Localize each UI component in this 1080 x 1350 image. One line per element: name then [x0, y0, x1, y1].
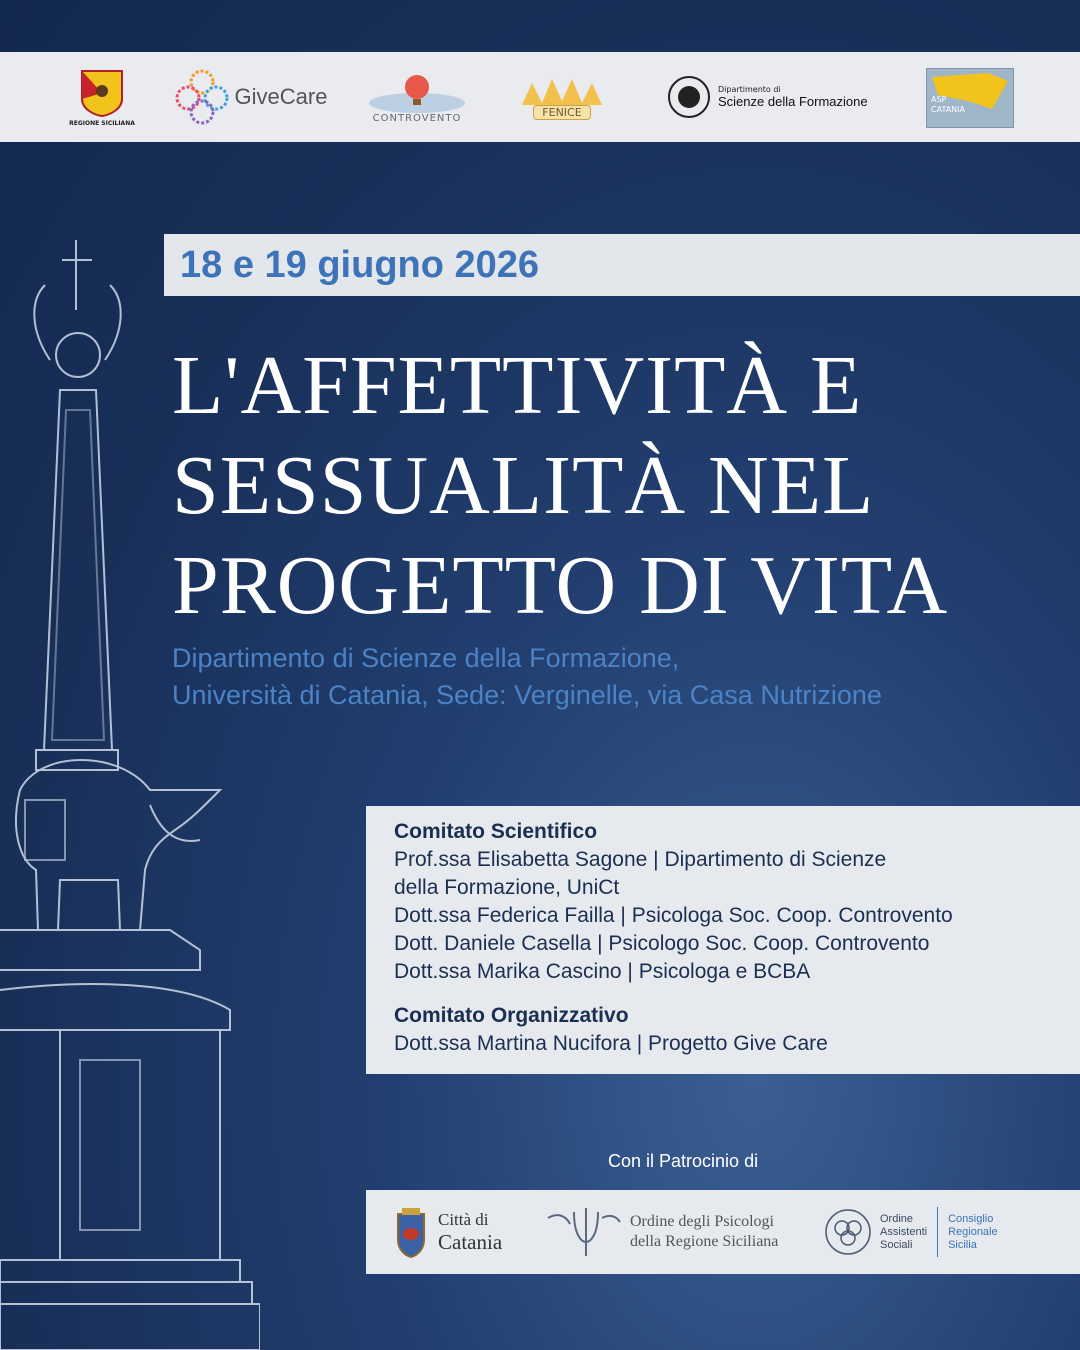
givecare-logo [170, 66, 330, 128]
organizing-committee-heading: Comitato Organizzativo [394, 1004, 629, 1027]
event-venue [172, 640, 1052, 714]
logo-divider [937, 1207, 938, 1257]
regione-siciliana-logo [66, 62, 138, 134]
asp-catania-label: ASP CATANIA [931, 95, 965, 114]
title-line: SESSUALITÀ NEL [172, 439, 875, 532]
committee-member-line: della Formazione, UniCt [394, 876, 620, 899]
hot-air-balloon-icon [367, 73, 467, 113]
university-seal-icon [666, 74, 712, 120]
committee-member-line: Dott.ssa Marika Cascino | Psicologa e BCBA [394, 960, 811, 983]
controvento-label: CONTROVENTO [372, 112, 462, 124]
catania-label-2: Catania [438, 1230, 503, 1254]
psicologi-label-2: della Regione Siciliana [630, 1233, 779, 1250]
scientific-committee-heading: Comitato Scientifico [394, 820, 598, 843]
assistenti-sociali-emblem-icon [824, 1208, 872, 1256]
trinacria-shield-icon [80, 69, 124, 117]
venue-line: Università di Catania, Sede: Verginelle, via Casa Nutrizione [172, 680, 882, 710]
consiglio-label-2: Regionale [948, 1225, 998, 1238]
ordine-assistenti-sociali-logo [824, 1202, 1064, 1262]
catania-crest-icon [394, 1206, 428, 1258]
consiglio-label-1: Consiglio [948, 1212, 994, 1225]
givecare-flower-icon [173, 68, 231, 126]
assistenti-label-2: Assistenti [880, 1225, 928, 1238]
consiglio-label-3: Sicilia [948, 1238, 977, 1251]
psi-symbol-icon [544, 1206, 622, 1258]
event-date-bar [164, 234, 1080, 296]
assistenti-label-1: Ordine [880, 1212, 914, 1225]
givecare-label: GiveCare [234, 84, 328, 109]
sun-rays-icon [512, 75, 612, 105]
committee-member-line: Prof.ssa Elisabetta Sagone | Dipartimento di Scienze [394, 848, 887, 871]
regione-siciliana-label: REGIONE SICILIANA [69, 120, 135, 127]
assistenti-label-3: Sociali [880, 1238, 913, 1251]
fenice-label: FENICE [533, 105, 590, 120]
venue-line: Dipartimento di Scienze della Formazione, [172, 643, 680, 673]
partner-logo-bar [0, 52, 1080, 142]
committee-member-line: Dott.ssa Federica Failla | Psicologa Soc. Coop. Controvento [394, 904, 953, 927]
committee-panel [366, 806, 1080, 1074]
controvento-logo [364, 66, 470, 130]
committee-member-line: Dott. Daniele Casella | Psicologo Soc. Coop. Controvento [394, 932, 930, 955]
psicologi-label-1: Ordine degli Psicologi [630, 1213, 774, 1230]
event-date: 18 e 19 giugno 2026 [180, 243, 540, 286]
title-line: L'AFFETTIVITÀ E [172, 339, 863, 432]
event-title [172, 336, 1072, 636]
citta-di-catania-logo [394, 1202, 534, 1262]
fenice-logo [508, 66, 616, 128]
patronage-label: Con il Patrocinio di [608, 1151, 759, 1171]
dipartimento-logo [666, 70, 886, 124]
patronage-logo-bar [366, 1190, 1080, 1274]
dipartimento-label: Scienze della Formazione [718, 94, 868, 109]
ordine-psicologi-logo [544, 1204, 806, 1260]
dipartimento-small-label: Dipartimento di [718, 85, 781, 94]
catania-label-1: Città di [438, 1210, 489, 1229]
committee-member-line: Dott.ssa Martina Nucifora | Progetto Give Care [394, 1032, 828, 1055]
asp-catania-logo [926, 68, 1014, 128]
title-line: PROGETTO DI VITA [172, 539, 949, 632]
